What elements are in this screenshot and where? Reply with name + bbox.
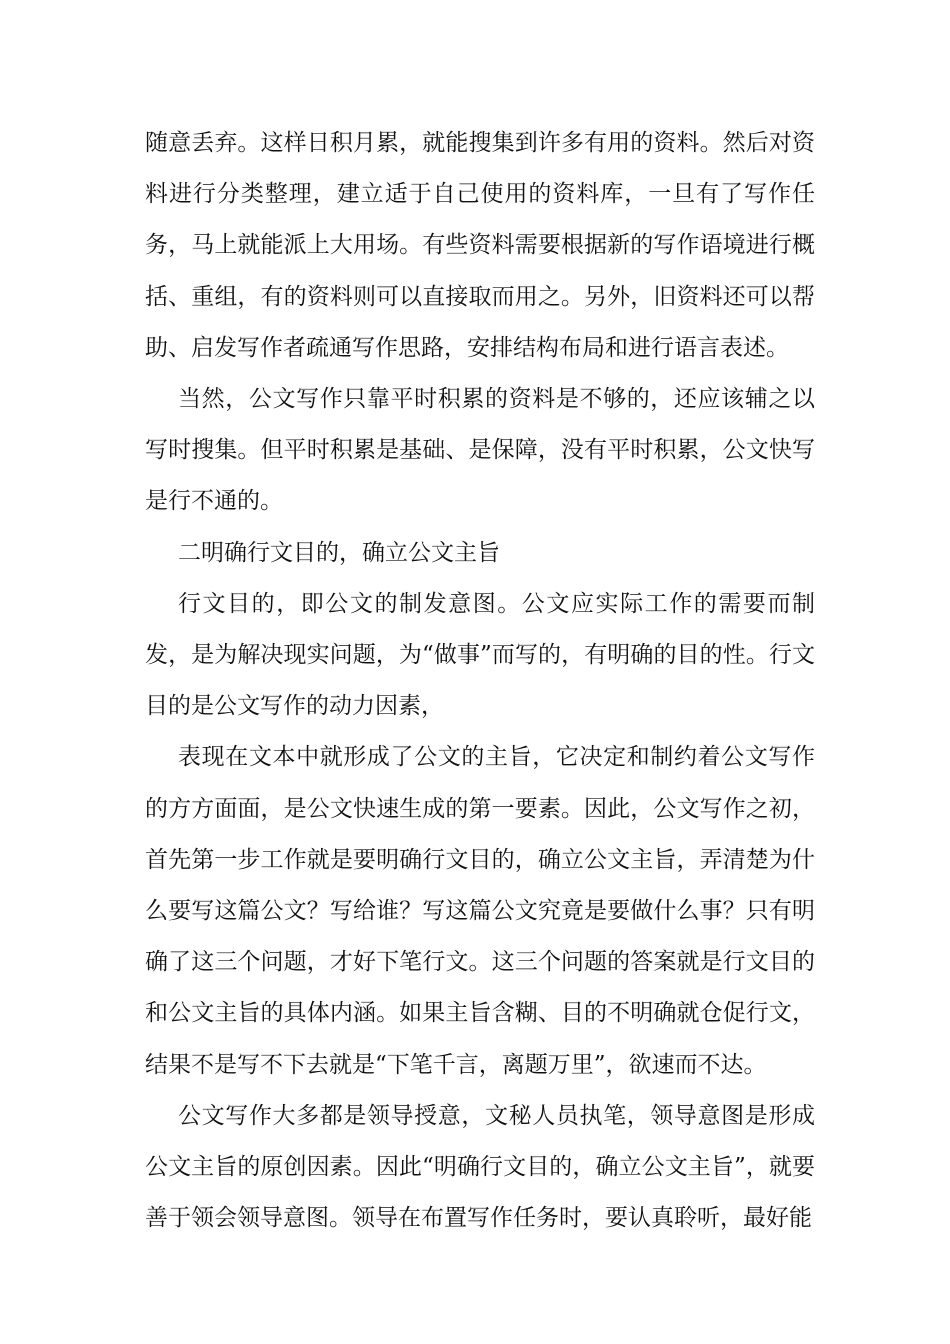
paragraph: 当然，公文写作只靠平时积累的资料是不够的，还应该辅之以写时搜集。但平时积累是基础、是保障，没有平时积累，公文快写是行不通的。 (145, 386, 815, 515)
paragraph-continued: 随意丢弃。这样日积月累，就能搜集到许多有用的资料。然后对资料进行分类整理，建立适于自己使用的资料库，一旦有了写作任务，马上就能派上大用场。有些资料需要根据新的写作语境进行概括、重组，有的资料则可以直接取而用之。另外，旧资料还可以帮助、启发写作者疏通写作思路，安排结构布局和进行语言表述。 (145, 130, 815, 361)
section-heading: 二明确行文目的，确立公文主旨 (178, 539, 500, 566)
paragraph: 公文写作大多都是领导授意，文秘人员执笔，领导意图是形成公文主旨的原创因素。因此“明确行文目的，确立公文主旨”，就要善于领会领导意图。领导在布置写作任务时，要认真聆听，最好能 (145, 1102, 815, 1232)
body-text (145, 118, 815, 1244)
paragraph: 行文目的，即公文的制发意图。公文应实际工作的需要而制发，是为解决现实问题，为“做事”而写的，有明确的目的性。行文目的是公文写作的动力因素， (145, 590, 815, 720)
paragraph: 表现在文本中就形成了公文的主旨，它决定和制约着公文写作的方方面面，是公文快速生成的第一要素。因此，公文写作之初，首先第一步工作就是要明确行文目的，确立公文主旨，弄清楚为什么要写这篇公文？写给谁？写这篇公文究竟是要做什么事？只有明确了这三个问题，才好下笔行文。这三个问题的答案就是行文目的和公文主旨的具体内涵。如果主旨含糊、目的不明确就仓促行文，结果不是写不下去就是“下笔千言，离题万里”，欲速而不达。 (145, 744, 815, 1078)
